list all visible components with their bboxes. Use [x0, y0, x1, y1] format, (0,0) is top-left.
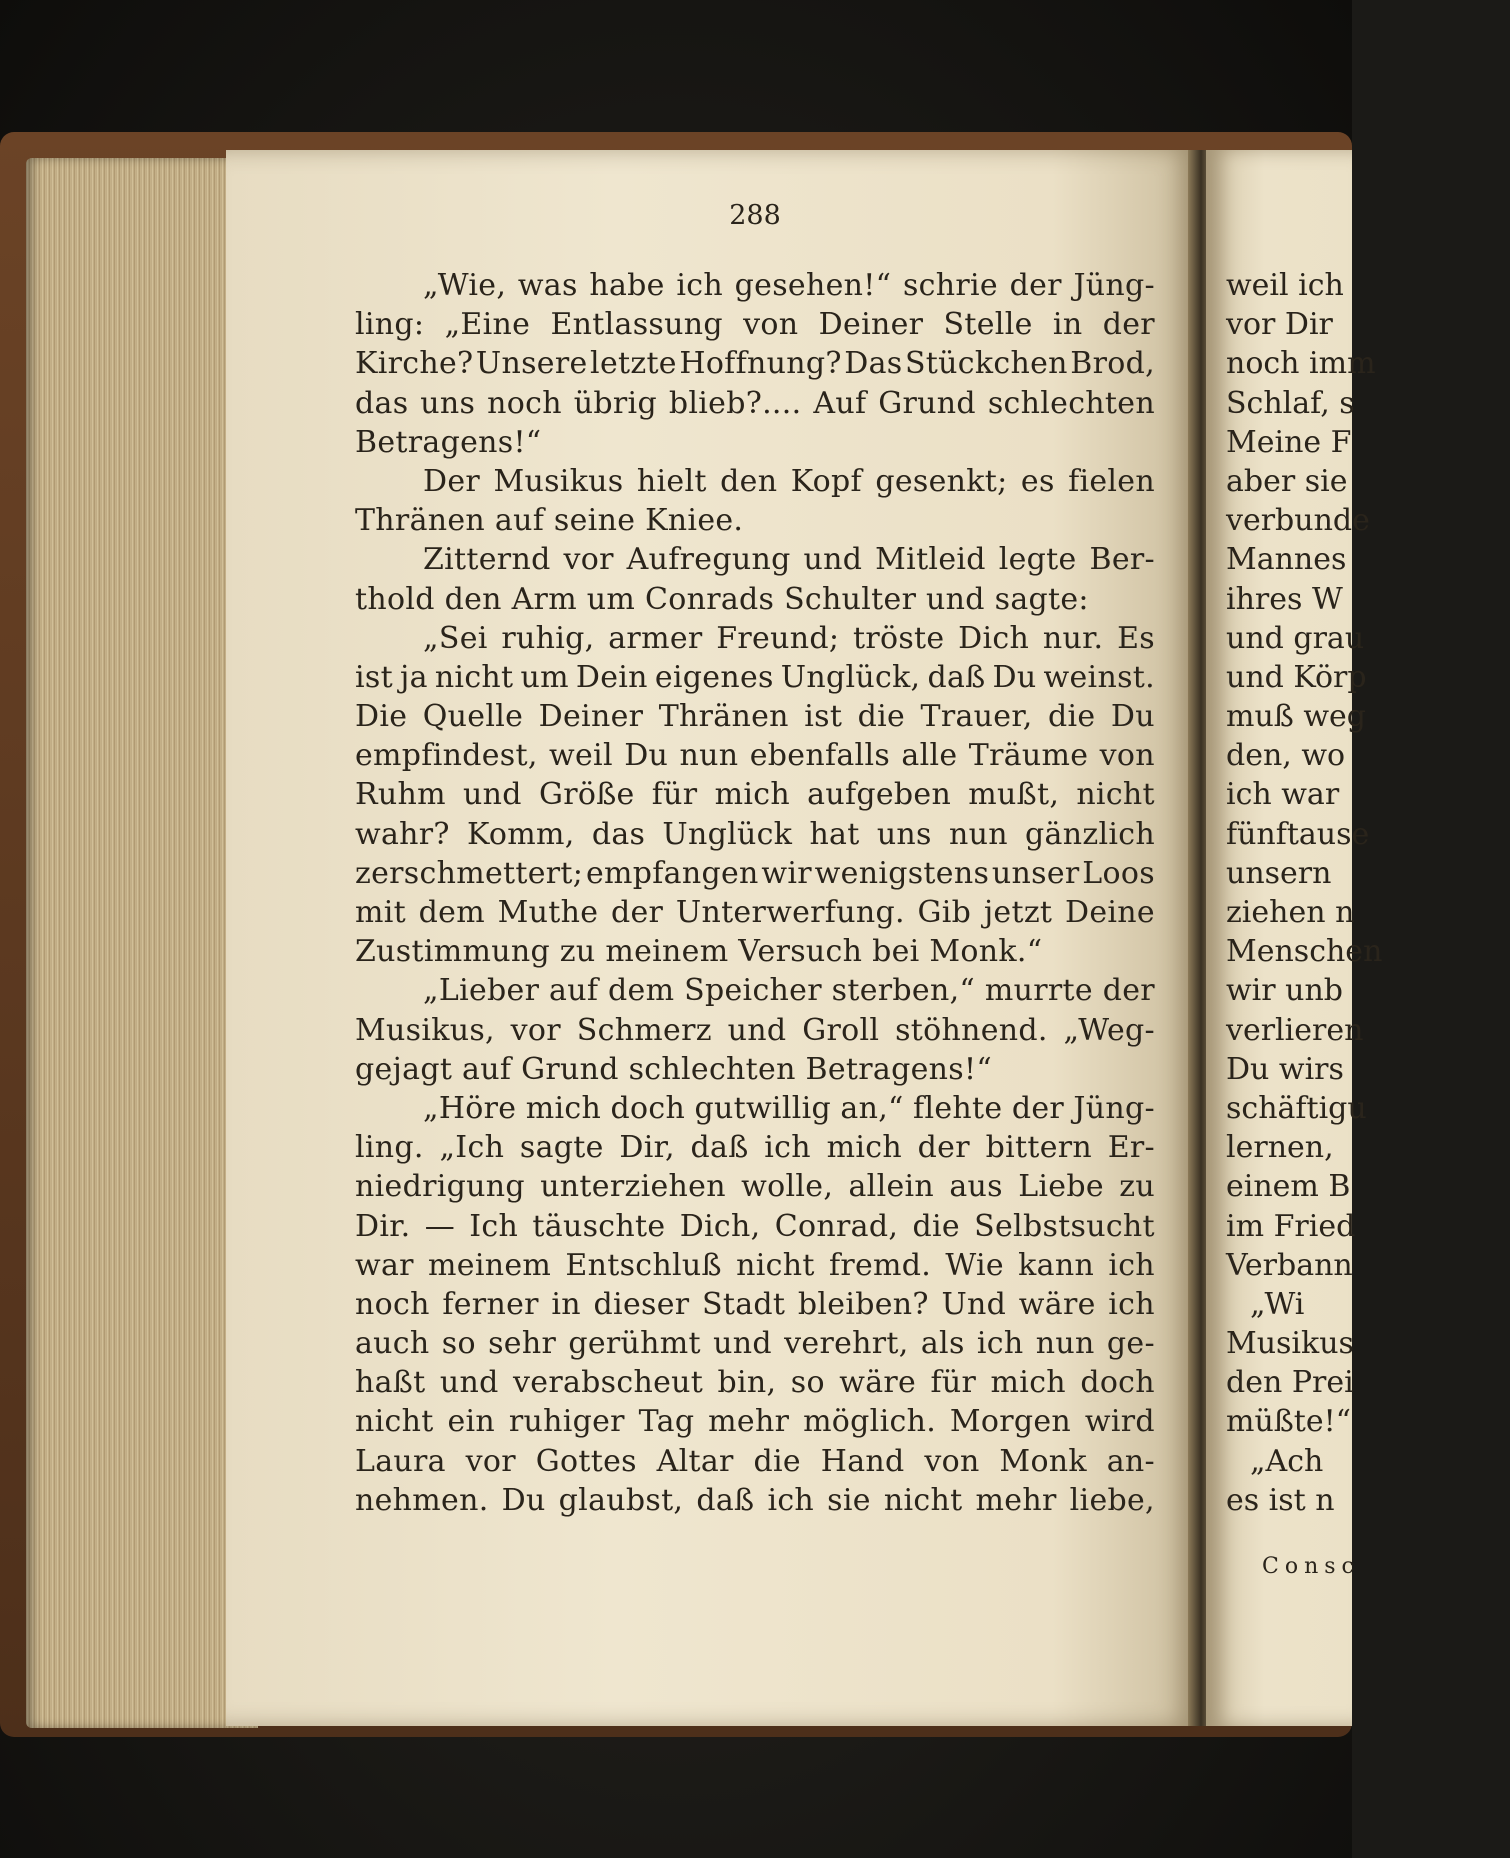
text-line: wir unb: [1226, 973, 1343, 1009]
text-line: Mannes: [1226, 542, 1347, 578]
text-line: Du wirs: [1226, 1051, 1344, 1087]
word: verehrt,: [784, 1326, 909, 1362]
word: die: [1048, 699, 1096, 735]
word: sehr: [488, 1326, 557, 1362]
text-line: [355, 1246, 1155, 1285]
text-line: und Körp: [1226, 659, 1367, 695]
word: daß: [696, 1482, 755, 1518]
word: alle: [901, 738, 958, 774]
word: unser: [991, 855, 1080, 891]
word: Aufregung: [626, 542, 791, 578]
text-line: vor Dir: [1226, 307, 1333, 343]
word: murrte: [984, 973, 1093, 1009]
word: „Wie,: [423, 268, 507, 303]
word: Dein: [575, 659, 648, 695]
word: vor: [563, 542, 614, 578]
text-line: [355, 1402, 1155, 1441]
word: Deine: [1064, 895, 1155, 930]
word: nicht: [883, 1482, 963, 1518]
word: so: [441, 1326, 476, 1362]
word: Komm,: [467, 816, 575, 852]
word: gerühmt: [568, 1326, 701, 1362]
text-line: verbunde: [1226, 503, 1370, 539]
word: Dich: [958, 620, 1030, 656]
word: nun: [679, 738, 739, 774]
word: der: [611, 895, 664, 930]
word: der: [1011, 1090, 1065, 1126]
word: „Lieber: [423, 973, 540, 1009]
word: für: [930, 1365, 977, 1401]
word: Ruhm: [355, 777, 446, 813]
text-line: ihres W: [1226, 581, 1343, 617]
text-line: den Prei: [1226, 1365, 1354, 1401]
word: weil: [549, 738, 613, 774]
word: wird: [1084, 1404, 1155, 1440]
word: Stelle: [943, 307, 1033, 343]
right-page-footer: Consc: [1262, 1554, 1360, 1579]
word: liebe,: [1069, 1482, 1155, 1518]
text-line: aber sie: [1226, 463, 1348, 499]
text-line: unsern: [1226, 855, 1332, 891]
left-page-text: [355, 266, 1155, 1520]
text-line: schäftigu: [1226, 1090, 1367, 1126]
word: Groll: [802, 1012, 880, 1048]
word: Der: [423, 463, 481, 499]
text-line: [355, 384, 1155, 423]
word: Kirche?: [355, 346, 474, 382]
word: gänzlich: [1025, 816, 1155, 852]
word: Brod,: [1070, 346, 1155, 382]
word: ling:: [355, 307, 425, 343]
word: der: [917, 1130, 970, 1166]
word: auch: [355, 1326, 430, 1362]
word: Das: [844, 346, 903, 382]
text-line: „Wi: [1250, 1286, 1305, 1322]
word: Hoffnung?: [679, 346, 842, 382]
word: dem: [608, 973, 675, 1009]
word: Auf: [813, 385, 867, 421]
word: Muthe: [497, 895, 599, 930]
text-line: weil ich: [1226, 268, 1344, 303]
text-line: fünftause: [1226, 816, 1370, 852]
word: Ber-: [1089, 542, 1155, 578]
word: empfindest,: [355, 738, 538, 774]
word: mich: [826, 1130, 902, 1166]
word: an,“: [840, 1090, 904, 1126]
word: Er-: [1107, 1130, 1155, 1166]
word: ein: [447, 1404, 496, 1440]
word: tröste: [852, 620, 945, 656]
text-line: lernen,: [1226, 1130, 1334, 1166]
word: unterziehen: [540, 1169, 726, 1205]
word: der: [1102, 973, 1155, 1009]
word: „Höre: [423, 1090, 517, 1126]
word: das: [591, 816, 646, 852]
word: Tag: [638, 1404, 695, 1440]
word: ruhiger: [508, 1404, 625, 1440]
text-line: [355, 619, 1155, 658]
text-line: [355, 815, 1155, 854]
word: mich: [714, 777, 790, 813]
word: vor: [510, 1012, 561, 1048]
text-line: [355, 1011, 1155, 1050]
word: Speicher: [684, 973, 822, 1009]
word: auf: [549, 973, 599, 1009]
word: Hand: [820, 1443, 905, 1479]
text-line: [355, 462, 1155, 501]
word: nun: [948, 816, 1008, 852]
text-line: [355, 893, 1155, 932]
text-line: verlieren: [1226, 1012, 1364, 1048]
word: Morgen: [949, 1404, 1072, 1440]
text-line: Schlaf, s: [1226, 385, 1355, 421]
word: kann: [1018, 1247, 1095, 1283]
text-line: [355, 1089, 1155, 1128]
word: vor: [465, 1443, 516, 1479]
word: Es: [1117, 620, 1155, 656]
word: uns: [876, 816, 932, 852]
text-line: Meine F: [1226, 424, 1352, 460]
text-line: [355, 658, 1155, 697]
word: sie: [827, 1482, 871, 1518]
word: daß: [927, 659, 986, 695]
text-line: [355, 1167, 1155, 1206]
text-line: [355, 1442, 1155, 1481]
word: ich: [676, 268, 724, 303]
word: Dich,: [679, 1208, 761, 1244]
word: möglich.: [803, 1404, 937, 1440]
text-line: gejagt auf Grund schlechten Betragens!“: [355, 1051, 992, 1087]
word: die: [857, 699, 906, 735]
word: ich: [1108, 1247, 1155, 1283]
word: bittern: [985, 1130, 1093, 1166]
page-edges: [26, 158, 258, 1728]
text-line: ziehen n: [1226, 895, 1355, 930]
word: gesenkt;: [875, 463, 1008, 499]
word: wenigstens: [814, 855, 990, 891]
word: Größe: [538, 777, 635, 813]
text-line: [355, 775, 1155, 814]
word: so: [790, 1365, 825, 1401]
text-line: [355, 266, 1155, 305]
word: Jüng-: [1073, 268, 1155, 303]
word: Die: [355, 699, 408, 735]
word: ich: [767, 1482, 815, 1518]
word: ich: [976, 1326, 1024, 1362]
word: Grund: [878, 385, 976, 421]
word: wäre: [1018, 1286, 1096, 1322]
word: an-: [1106, 1443, 1155, 1479]
text-line: [355, 697, 1155, 736]
word: und: [439, 1365, 499, 1401]
word: und: [803, 542, 863, 578]
word: verabscheut: [513, 1365, 704, 1401]
word: es: [1020, 463, 1055, 499]
word: schlechten: [987, 385, 1155, 421]
word: ebenfalls: [749, 738, 891, 774]
word: Du: [1110, 699, 1155, 735]
word: schrie: [902, 268, 998, 303]
word: Du: [992, 659, 1037, 695]
text-line: [355, 1324, 1155, 1363]
word: Unsere: [475, 346, 588, 382]
word: mehr: [975, 1482, 1057, 1518]
text-line: es ist n: [1226, 1482, 1335, 1518]
word: doch: [1080, 1365, 1155, 1401]
word: legte: [998, 542, 1077, 578]
word: Du: [624, 738, 669, 774]
word: Mitleid: [875, 542, 986, 578]
word: Deiner: [538, 699, 644, 735]
word: zu: [1119, 1169, 1155, 1205]
word: ich: [764, 1130, 811, 1166]
word: nicht: [736, 1247, 815, 1283]
word: Wie: [945, 1247, 1004, 1283]
word: übrig: [573, 385, 657, 421]
word: wir: [761, 855, 812, 891]
word: Zitternd: [423, 542, 551, 578]
word: Schmerz: [576, 1012, 712, 1048]
text-line: „Ach: [1250, 1443, 1324, 1479]
word: ling.: [355, 1130, 424, 1166]
word: Laura: [355, 1443, 446, 1479]
word: für: [651, 777, 698, 813]
word: gesehen!“: [734, 268, 892, 303]
text-line: thold den Arm um Conrads Schulter und sagte:: [355, 581, 1089, 617]
word: täuschte: [532, 1208, 666, 1244]
word: „Weg-: [1063, 1012, 1155, 1048]
word: meinem: [428, 1247, 552, 1283]
word: nicht: [355, 1404, 434, 1440]
word: „Ich: [439, 1130, 505, 1166]
text-line: müßte!“: [1226, 1404, 1352, 1440]
word: und: [727, 1012, 787, 1048]
word: mehr: [708, 1404, 790, 1440]
word: die: [912, 1208, 960, 1244]
word: von: [743, 307, 799, 343]
text-line: [355, 1207, 1155, 1246]
word: doch: [610, 1090, 686, 1126]
word: nur.: [1042, 620, 1104, 656]
word: Ich: [469, 1208, 519, 1244]
text-line: [355, 971, 1155, 1010]
text-line: [355, 736, 1155, 775]
word: nicht: [1076, 777, 1155, 813]
word: und: [713, 1326, 772, 1362]
word: Altar: [656, 1443, 734, 1479]
word: nehmen.: [355, 1482, 489, 1518]
text-line: [355, 1285, 1155, 1324]
word: mit: [355, 895, 406, 930]
word: flehte: [913, 1090, 1003, 1126]
word: ferner: [442, 1286, 539, 1322]
word: empfangen: [585, 855, 759, 891]
word: Freund;: [716, 620, 840, 656]
word: Unglück: [662, 816, 793, 852]
word: wäre: [839, 1365, 917, 1401]
text-line: und grau: [1226, 620, 1365, 656]
word: war: [355, 1247, 414, 1283]
word: mußt,: [968, 777, 1060, 813]
text-line: Thränen auf seine Kniee.: [355, 503, 744, 539]
word: hat: [809, 816, 860, 852]
text-line: Menschen: [1226, 934, 1383, 970]
text-line: [355, 305, 1155, 344]
text-line: [355, 1363, 1155, 1402]
word: ist: [355, 659, 393, 695]
word: den: [720, 463, 778, 499]
word: gutwillig: [694, 1090, 832, 1126]
word: jetzt: [983, 895, 1053, 930]
word: ich: [1108, 1286, 1155, 1322]
word: stöhnend.: [895, 1012, 1048, 1048]
word: „Sei: [423, 620, 488, 656]
word: glaubst,: [558, 1482, 684, 1518]
word: Unterwerfung.: [675, 895, 905, 930]
word: Stückchen: [904, 346, 1068, 382]
word: ja: [399, 659, 428, 695]
word: Musikus,: [355, 1012, 495, 1048]
text-line: Betragens!“: [355, 424, 542, 460]
word: eigenes: [654, 659, 774, 695]
text-line: [355, 540, 1155, 579]
word: die: [753, 1443, 801, 1479]
word: dem: [418, 895, 485, 930]
word: Thränen: [658, 699, 789, 735]
word: wahr?: [355, 816, 450, 852]
word: „Eine: [444, 307, 531, 343]
text-line: noch imm: [1226, 346, 1376, 382]
word: was: [517, 268, 578, 303]
word: noch: [487, 385, 562, 421]
word: von: [924, 1443, 980, 1479]
word: das: [355, 385, 409, 421]
text-line: Verbann: [1226, 1247, 1353, 1283]
text-line: Zustimmung zu meinem Versuch bei Monk.“: [355, 934, 1043, 970]
word: Träume: [968, 738, 1089, 774]
word: blieb?....: [668, 385, 802, 421]
text-line: [355, 1128, 1155, 1167]
word: niedrigung: [355, 1169, 525, 1205]
word: in: [551, 1286, 581, 1322]
text-line: den, wo: [1226, 738, 1346, 774]
text-line: Musikus: [1226, 1326, 1354, 1362]
word: Liebe: [1018, 1169, 1104, 1205]
word: Conrad,: [774, 1208, 899, 1244]
text-line: muß weg: [1226, 699, 1366, 735]
word: Dir,: [619, 1130, 675, 1166]
word: Gottes: [535, 1443, 637, 1479]
word: bin,: [717, 1365, 777, 1401]
word: Selbstsucht: [974, 1208, 1155, 1244]
text-line: [355, 344, 1155, 383]
word: nun: [1035, 1326, 1095, 1362]
word: Entschluß: [565, 1247, 722, 1283]
word: fremd.: [828, 1247, 932, 1283]
word: aus: [949, 1169, 1003, 1205]
word: Jüng-: [1073, 1090, 1155, 1126]
word: ist: [804, 699, 843, 735]
word: Loos: [1082, 855, 1155, 891]
word: Gib: [917, 895, 972, 930]
word: in: [1052, 307, 1083, 343]
word: von: [1099, 738, 1155, 774]
word: bleiben?: [797, 1286, 929, 1322]
word: Quelle: [422, 699, 524, 735]
word: allein: [848, 1169, 935, 1205]
word: Deiner: [818, 307, 924, 343]
right-page-text: [1226, 266, 1383, 1520]
word: noch: [355, 1286, 430, 1322]
word: daß: [690, 1130, 749, 1166]
word: Und: [941, 1286, 1007, 1322]
word: —: [424, 1208, 456, 1244]
text-line: einem B: [1226, 1169, 1351, 1205]
word: und: [463, 777, 522, 813]
text-line: [355, 854, 1155, 893]
word: letzte: [590, 346, 677, 382]
word: hielt: [636, 463, 707, 499]
word: habe: [589, 268, 665, 303]
word: Entlassung: [550, 307, 723, 343]
word: mich: [525, 1090, 602, 1126]
word: mich: [990, 1365, 1066, 1401]
word: Kopf: [790, 463, 862, 499]
word: Monk: [999, 1443, 1087, 1479]
word: ruhig,: [501, 620, 595, 656]
word: armer: [608, 620, 703, 656]
word: wolle,: [741, 1169, 834, 1205]
word: Musikus: [493, 463, 624, 499]
text-line: [355, 1481, 1155, 1520]
word: um: [520, 659, 569, 695]
word: der: [1009, 268, 1062, 303]
word: Unglück,: [780, 659, 921, 695]
word: haßt: [355, 1365, 426, 1401]
word: Dir.: [355, 1208, 411, 1244]
word: ge-: [1106, 1326, 1155, 1362]
word: zerschmettert;: [355, 855, 584, 891]
word: aufgeben: [807, 777, 952, 813]
word: fielen: [1068, 463, 1155, 499]
word: dieser: [593, 1286, 690, 1322]
word: sagte: [519, 1130, 604, 1166]
text-line: im Fried: [1226, 1208, 1356, 1244]
word: nicht: [434, 659, 514, 695]
word: Du: [501, 1482, 546, 1518]
page-number: 288: [729, 200, 781, 231]
word: sterben,“: [831, 973, 976, 1009]
word: weinst.: [1043, 659, 1155, 695]
word: der: [1102, 307, 1155, 343]
word: uns: [420, 385, 476, 421]
text-line: ich war: [1226, 777, 1340, 813]
word: Stadt: [702, 1286, 786, 1322]
word: Trauer,: [920, 699, 1033, 735]
word: als: [920, 1326, 965, 1362]
